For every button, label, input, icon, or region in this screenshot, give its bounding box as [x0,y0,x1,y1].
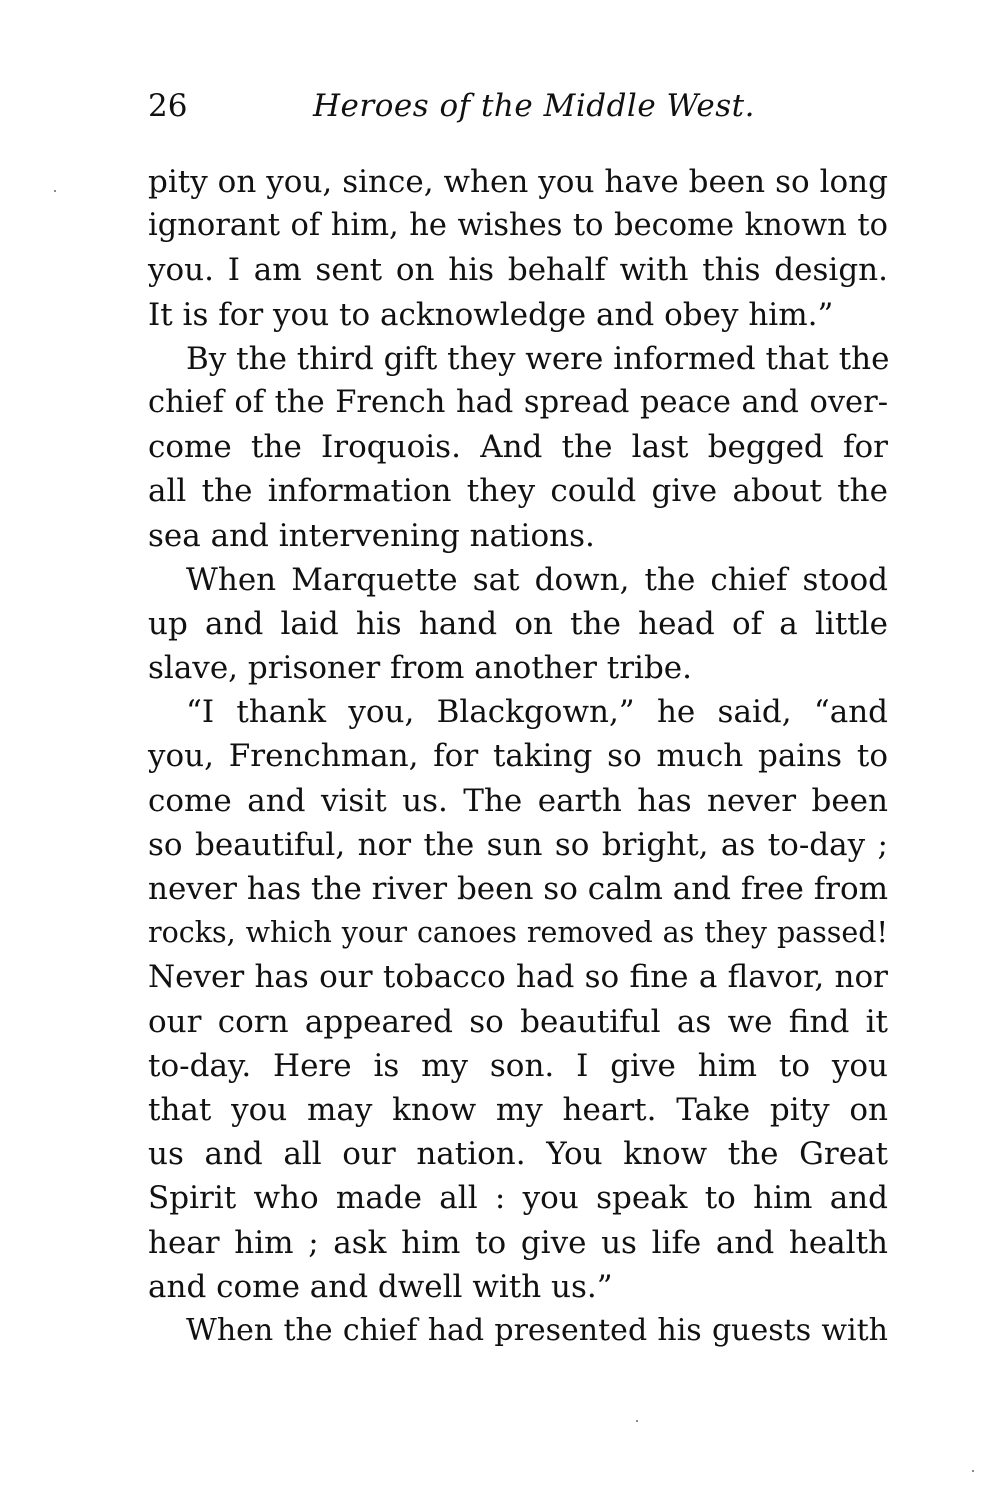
print-speck [972,1470,974,1472]
text-line: our corn appeared so beautiful as we find it [148,1003,888,1040]
text-line: pity on you, since, when you have been so long [148,164,888,200]
body-text [148,160,888,1353]
print-speck [54,190,56,192]
print-speck [636,1420,638,1422]
paragraph-first-line: When Marquette sat down, the chief stood [186,561,888,598]
text-line: to-day. Here is my son. I give him to you [148,1047,888,1084]
text-line: you, Frenchman, for taking so much pains to [148,738,888,775]
book-title: Heroes of the Middle West. [313,88,755,124]
text-line: up and laid his hand on the head of a little [148,605,888,642]
text-line: you. I am sent on his behalf with this design. [148,252,888,289]
text-line: that you may know my heart. Take pity on [148,1091,888,1128]
text-line: Never has our tobacco had so fine a flavor, nor [148,959,888,996]
text-line: come and visit us. The earth has never been [148,782,888,819]
text-line: Spirit who made all : you speak to him and [148,1180,888,1217]
text-line: never has the river been so calm and free from [148,871,889,907]
text-line: all the information they could give about the [148,473,888,510]
paragraph-first-line: By the third gift they were informed that the [186,340,890,377]
text-line: us and all our nation. You know the Great [148,1136,888,1173]
text-line: and come and dwell with us.” [148,1268,613,1305]
text-line: sea and intervening nations. [148,517,595,554]
text-line: chief of the French had spread peace and over- [148,384,888,420]
text-line: hear him ; ask him to give us life and health [148,1224,888,1261]
paragraph-first-line: “I thank you, Blackgown,” he said, “and [186,694,888,731]
page-number: 26 [148,88,188,124]
text-line: rocks, which your canoes removed as they passed! [148,916,888,950]
text-line: It is for you to acknowledge and obey him.” [148,296,834,333]
text-line: come the Iroquois. And the last begged for [148,429,888,466]
paragraph-first-line: When the chief had presented his guests with [186,1312,888,1348]
text-line: slave, prisoner from another tribe. [148,650,692,687]
running-head [148,86,888,126]
text-line: ignorant of him, he wishes to become known to [148,208,888,244]
text-line: so beautiful, nor the sun so bright, as to-day ; [148,826,888,863]
